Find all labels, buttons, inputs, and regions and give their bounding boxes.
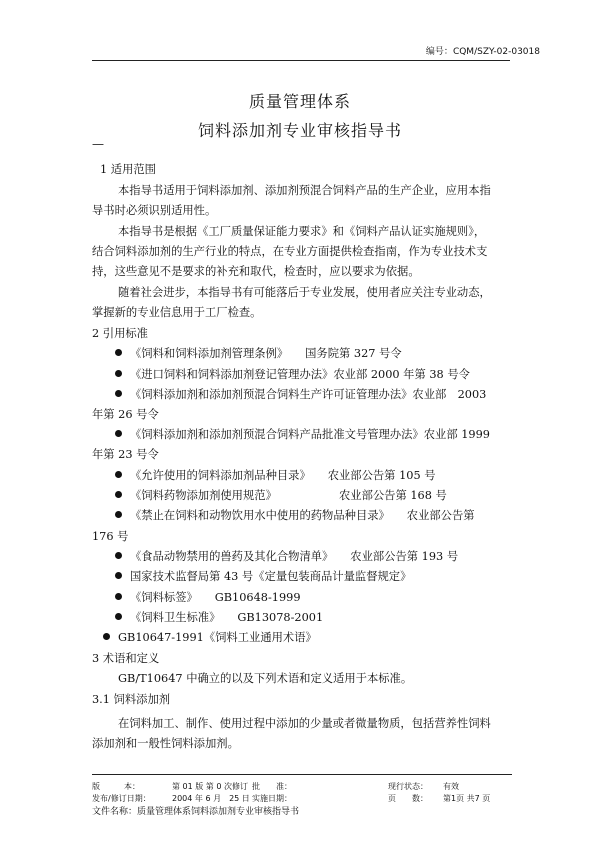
s1-para2-line2: 结合饲料添加剂的生产行业的特点，在专业方面提供检查指南，作为专业技术支 — [92, 245, 488, 258]
bullet-icon — [115, 370, 122, 377]
s1-para3-line1: 随着社会进步，本指导书有可能落后于专业发展，使用者应关注专业动态， — [118, 286, 491, 299]
reference-text: GB10647-1991《饲料工业通用术语》 — [118, 631, 317, 644]
reference-item — [115, 367, 470, 383]
bullet-icon — [115, 349, 122, 356]
reference-item — [103, 630, 317, 646]
bullet-icon — [115, 572, 122, 579]
reference-text: 《饲料和饲料添加剂管理条例》 国务院第 327 号令 — [130, 347, 402, 360]
s31-para-line1: 在饲料加工、制作、使用过程中添加的少量或者微量物质，包括营养性饲料 — [118, 717, 491, 730]
bullet-icon — [115, 613, 122, 620]
reference-text: 《饲料添加剂和添加剂预混合饲料产品批准文号管理办法》农业部 1999 — [130, 428, 490, 441]
document-code-value: CQM/SZY-02-03018 — [452, 47, 540, 57]
title-line-1: 质量管理体系 — [248, 92, 351, 111]
date-value: 2004 年 6 月 25 日 — [172, 794, 250, 803]
s1-para1-line1: 本指导书适用于饲料添加剂、添加剂预混合饲料产品的生产企业，应用本指 — [118, 184, 491, 197]
bullet-icon — [103, 633, 110, 640]
header-divider — [92, 60, 510, 61]
reference-item — [115, 590, 301, 606]
reference-item — [115, 508, 475, 524]
reference-text: 《饲料添加剂和添加剂预混合饲料生产许可证管理办法》农业部 2003 — [130, 388, 487, 401]
reference-item — [115, 427, 490, 443]
reference-item — [115, 569, 411, 585]
bullet-icon — [115, 511, 122, 518]
bullet-icon — [115, 430, 122, 437]
date-label: 发布/修订日期： — [92, 794, 151, 803]
s1-para3-line2: 掌握新的专业信息用于工厂检查。 — [92, 306, 262, 319]
document-code-label: 编号： — [425, 47, 453, 57]
s31-para-line2: 添加剂和一般性饲料添加剂。 — [92, 737, 239, 750]
title-line-2: 饲料添加剂专业审核指导书 — [197, 121, 402, 140]
bullet-icon — [115, 471, 122, 478]
bullet-icon — [115, 390, 122, 397]
reference-continuation: 年第 23 号令 — [92, 448, 159, 461]
reference-text: 《饲料药物添加剂使用规范》 农业部公告第 168 号 — [130, 489, 447, 502]
section-3-1-heading: 3.1 饲料添加剂 — [92, 693, 171, 706]
s1-para2-line1: 本指导书是根据《工厂质量保证能力要求》和《饲料产品认证实施规则》， — [118, 225, 486, 238]
bullet-icon — [115, 552, 122, 559]
reference-text: 《饲料卫生标准》 GB13078-2001 — [130, 611, 324, 624]
pages-label: 页 数： — [388, 794, 428, 803]
section-1-heading: 1 适用范围 — [100, 163, 156, 176]
reference-continuation: 年第 26 号令 — [92, 408, 159, 421]
reference-item — [115, 346, 402, 362]
reference-item — [115, 488, 447, 504]
bullet-icon — [115, 593, 122, 600]
reference-continuation: 176 号 — [92, 530, 129, 543]
footer-divider — [92, 774, 512, 775]
status-value: 有效 — [443, 782, 459, 791]
file-name: 文件名称：质量管理体系饲料添加剂专业审核指导书 — [92, 807, 300, 817]
reference-text: 《食品动物禁用的兽药及其化合物清单》 农业部公告第 193 号 — [130, 550, 459, 563]
pages-value: 第1页 共7 页 — [443, 794, 491, 803]
reference-text: 《进口饲料和饲料添加剂登记管理办法》农业部 2000 年第 38 号令 — [130, 368, 470, 381]
version-value: 第 01 版 第 0 次修订 — [172, 782, 248, 791]
reference-text: 《饲料标签》 GB10648-1999 — [130, 591, 301, 604]
document-code — [426, 44, 540, 57]
bullet-icon — [115, 491, 122, 498]
version-label: 版 本： — [92, 782, 140, 791]
reference-text: 《禁止在饲料和动物饮用水中使用的药物品种目录》 农业部公告第 — [130, 509, 475, 522]
s1-para1-line2: 导书时必须识别适用性。 — [92, 204, 217, 217]
section-3-paragraph: GB/T10647 中确立的以及下列术语和定义适用于本标准。 — [118, 672, 413, 685]
reference-text: 国家技术监督局第 43 号《定量包装商品计量监督规定》 — [130, 570, 412, 583]
section-3-heading: 3 术语和定义 — [92, 652, 160, 665]
section-2-heading: 2 引用标准 — [92, 327, 148, 340]
status-label: 现行状态： — [388, 782, 428, 791]
s1-para2-line3: 持，这些意见不是要求的补充和取代，检查时，应以要求为依据。 — [92, 265, 420, 278]
dash-mark: — — [92, 137, 104, 151]
reference-text: 《允许使用的饲料添加剂品种目录》 农业部公告第 105 号 — [130, 469, 436, 482]
reference-item — [115, 387, 486, 403]
reference-item — [115, 468, 436, 484]
implementation-date-label: 实施日期： — [252, 794, 292, 803]
reference-item — [115, 610, 323, 626]
reference-item — [115, 549, 458, 565]
approve-label: 批 准： — [252, 782, 292, 791]
